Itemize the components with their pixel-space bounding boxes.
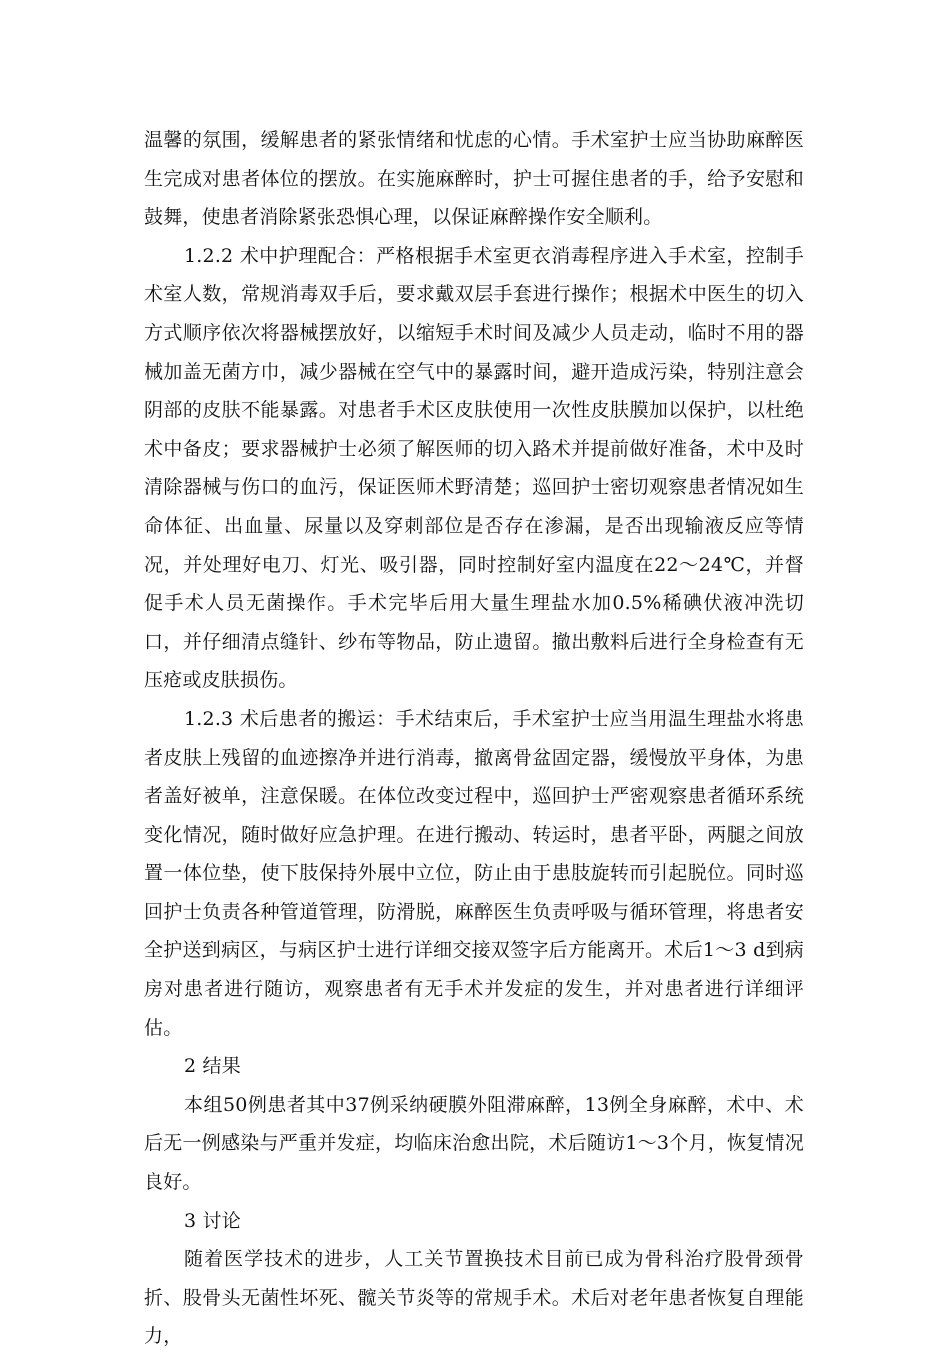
- paragraph-intro-continued: 温馨的氛围，缓解患者的紧张情绪和忧虑的心情。手术室护士应当协助麻醉医生完成对患者体位的摆放。在实施麻醉时，护士可握住患者的手，给予安慰和鼓舞，使患者消除紧张恐惧心理，以保证麻醉操作安全顺利。: [144, 129, 804, 229]
- paragraph-results: 本组50例患者其中37例采纳硬膜外阻滞麻醉，13例全身麻醉，术中、术后无一例感染与严重并发症，均临床治愈出院，术后随访1～3个月，恢复情况良好。: [144, 1093, 804, 1194]
- paragraph-discussion: 随着医学技术的进步，人工关节置换技术目前已成为骨科治疗股骨颈骨折、股骨头无菌性坏死、髋关节炎等的常规手术。术后对老年患者恢复自理能力，: [144, 1248, 804, 1348]
- section-heading-results: 2 结果: [184, 1055, 241, 1078]
- paragraph-postoperative-transport: 1.2.3 术后患者的搬运：手术结束后，手术室护士应当用温生理盐水将患者皮肤上残留的血迹擦净并进行消毒，撤离骨盆固定器，缓慢放平身体，为患者盖好被单，注意保暖。在体位改变过程中，巡回护士严密观察患者循环系统变化情况，随时做好应急护理。在进行搬动、转运时，患者平卧，两腿之间放置一体位垫，使下肢保持外展中立位，防止由于患肢旋转而引起脱位。同时巡回护士负责各种管道管理，防滑脱，麻醉医生负责呼吸与循环管理，将患者安全护送到病区，与病区护士进行详细交接双签字后方能离开。术后1～3 d到病房对患者进行随访，观察患者有无手术并发症的发生，并对患者进行详细评估。: [144, 707, 804, 1039]
- paragraph-intraoperative-nursing: 1.2.2 术中护理配合：严格根据手术室更衣消毒程序进入手术室，控制手术室人数，常规消毒双手后，要求戴双层手套进行操作；根据术中医生的切入方式顺序依次将器械摆放好，以缩短手术时间及减少人员走动，临时不用的器械加盖无菌方巾，减少器械在空气中的暴露时间，避开造成污染，特别注意会阴部的皮肤不能暴露。对患者手术区皮肤使用一次性皮肤膜加以保护，以杜绝术中备皮；要求器械护士必须了解医师的切入路术并提前做好准备，术中及时清除器械与伤口的血污，保证医师术野清楚；巡回护士密切观察患者情况如生命体征、出血量、尿量以及穿刺部位是否存在渗漏，是否出现输液反应等情况，并处理好电刀、灯光、吸引器，同时控制好室内温度在22～24℃，并督促手术人员无菌操作。手术完毕后用大量生理盐水加0.5%稀碘伏液冲洗切口，并仔细清点缝针、纱布等物品，防止遗留。撤出敷料后进行全身检查有无压疮或皮肤损伤。: [144, 244, 804, 692]
- document-body: [144, 121, 804, 1356]
- section-heading-discussion: 3 讨论: [184, 1209, 241, 1232]
